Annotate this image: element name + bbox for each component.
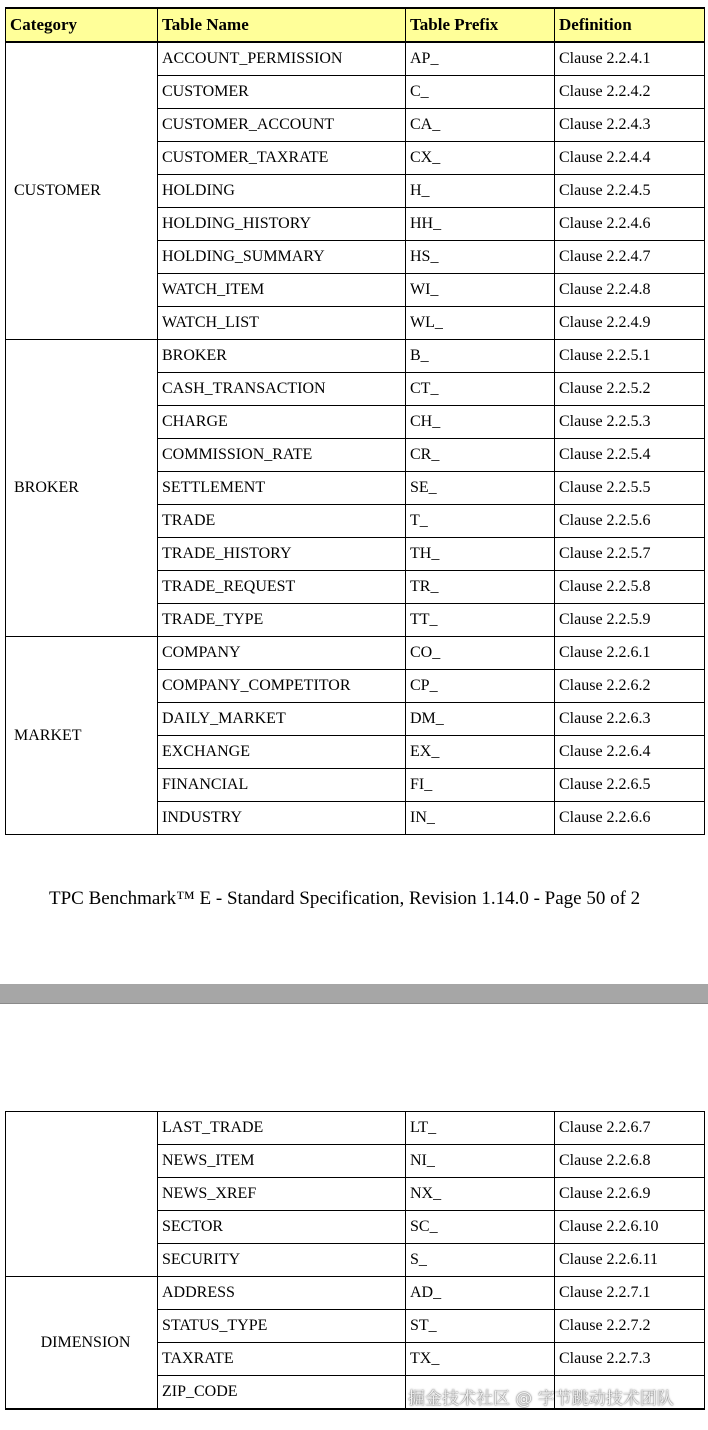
table-name-cell: CASH_TRANSACTION	[158, 373, 406, 406]
definition-cell: Clause 2.2.7.3	[555, 1343, 705, 1376]
category-cell	[6, 1112, 158, 1277]
definition-cell: Clause 2.2.5.4	[555, 439, 705, 472]
table-name-cell: INDUSTRY	[158, 802, 406, 835]
definition-cell: Clause 2.2.6.9	[555, 1178, 705, 1211]
table-prefix-cell: AP_	[406, 42, 555, 76]
definition-cell: Clause 2.2.5.1	[555, 340, 705, 373]
definition-cell: Clause 2.2.5.9	[555, 604, 705, 637]
category-cell: BROKER	[6, 340, 158, 637]
table-prefix-cell: B_	[406, 340, 555, 373]
table-prefix-cell: S_	[406, 1244, 555, 1277]
table-name-cell: WATCH_LIST	[158, 307, 406, 340]
table-prefix-cell: LT_	[406, 1112, 555, 1145]
watermark: 掘金技术社区 @ 字节跳动技术团队	[408, 1389, 674, 1409]
table-name-cell: HOLDING_SUMMARY	[158, 241, 406, 274]
table-prefix-cell: CX_	[406, 142, 555, 175]
definition-cell: Clause 2.2.4.2	[555, 76, 705, 109]
table-prefix-cell: AD_	[406, 1277, 555, 1310]
table-row	[6, 637, 705, 670]
table-name-cell: FINANCIAL	[158, 769, 406, 802]
table-name-cell: HOLDING	[158, 175, 406, 208]
definition-cell: Clause 2.2.5.6	[555, 505, 705, 538]
definition-cell: Clause 2.2.6.11	[555, 1244, 705, 1277]
table-prefix-cell: H_	[406, 175, 555, 208]
table-name-cell: CUSTOMER	[158, 76, 406, 109]
table-name-cell: ADDRESS	[158, 1277, 406, 1310]
definition-cell: Clause 2.2.6.2	[555, 670, 705, 703]
table-prefix-table-continued	[5, 1111, 705, 1410]
table-name-cell: NEWS_XREF	[158, 1178, 406, 1211]
table-name-cell: CUSTOMER_TAXRATE	[158, 142, 406, 175]
page-footer: TPC Benchmark™ E - Standard Specification, Revision 1.14.0 - Page 50 of 2	[49, 888, 641, 909]
definition-cell: Clause 2.2.5.3	[555, 406, 705, 439]
definition-cell: Clause 2.2.7.1	[555, 1277, 705, 1310]
table-prefix-cell: TH_	[406, 538, 555, 571]
table-prefix-cell: HS_	[406, 241, 555, 274]
table-name-cell: CUSTOMER_ACCOUNT	[158, 109, 406, 142]
table-prefix-cell: T_	[406, 505, 555, 538]
table-name-cell: BROKER	[158, 340, 406, 373]
definition-cell: Clause 2.2.6.6	[555, 802, 705, 835]
table-prefix-cell: CP_	[406, 670, 555, 703]
table-prefix-cell: WI_	[406, 274, 555, 307]
definition-cell: Clause 2.2.7.2	[555, 1310, 705, 1343]
table-prefix-cell: ST_	[406, 1310, 555, 1343]
table-prefix-cell: CR_	[406, 439, 555, 472]
table-name-cell: COMMISSION_RATE	[158, 439, 406, 472]
definition-cell: Clause 2.2.4.5	[555, 175, 705, 208]
table-prefix-cell: CO_	[406, 637, 555, 670]
category-cell: MARKET	[6, 637, 158, 835]
table-name-cell: LAST_TRADE	[158, 1112, 406, 1145]
table-prefix-cell: C_	[406, 76, 555, 109]
definition-cell: Clause 2.2.4.1	[555, 42, 705, 76]
table-name-cell: TRADE_TYPE	[158, 604, 406, 637]
table-name-cell: SECTOR	[158, 1211, 406, 1244]
definition-cell: Clause 2.2.6.10	[555, 1211, 705, 1244]
table-name-cell: DAILY_MARKET	[158, 703, 406, 736]
table-name-cell: SETTLEMENT	[158, 472, 406, 505]
definition-cell: Clause 2.2.4.3	[555, 109, 705, 142]
table-header-row	[6, 8, 705, 42]
table-prefix-cell: TT_	[406, 604, 555, 637]
table-name-cell: COMPANY_COMPETITOR	[158, 670, 406, 703]
definition-cell: Clause 2.2.4.9	[555, 307, 705, 340]
table-name-cell: ZIP_CODE	[158, 1376, 406, 1410]
definition-cell: Clause 2.2.6.5	[555, 769, 705, 802]
table-prefix-cell: IN_	[406, 802, 555, 835]
table-prefix-cell: HH_	[406, 208, 555, 241]
definition-cell: Clause 2.2.4.4	[555, 142, 705, 175]
table-prefix-cell: TR_	[406, 571, 555, 604]
table-row	[6, 1112, 705, 1145]
table-name-cell: WATCH_ITEM	[158, 274, 406, 307]
definition-cell: Clause 2.2.6.8	[555, 1145, 705, 1178]
definition-cell: Clause 2.2.6.1	[555, 637, 705, 670]
table-name-cell: STATUS_TYPE	[158, 1310, 406, 1343]
header-category: Category	[6, 8, 158, 42]
table-name-cell: TRADE_REQUEST	[158, 571, 406, 604]
table-name-cell: TRADE_HISTORY	[158, 538, 406, 571]
table-prefix-cell: TX_	[406, 1343, 555, 1376]
table-prefix-cell: FI_	[406, 769, 555, 802]
table-prefix-cell: WL_	[406, 307, 555, 340]
table-row	[6, 1277, 705, 1310]
table-name-cell: NEWS_ITEM	[158, 1145, 406, 1178]
category-cell: CUSTOMER	[6, 42, 158, 340]
table-name-cell: CHARGE	[158, 406, 406, 439]
definition-cell: Clause 2.2.5.5	[555, 472, 705, 505]
table-prefix-cell: SC_	[406, 1211, 555, 1244]
table-name-cell: TRADE	[158, 505, 406, 538]
table-name-cell: SECURITY	[158, 1244, 406, 1277]
table-prefix-cell: CH_	[406, 406, 555, 439]
table-row	[6, 42, 705, 76]
table-prefix-cell: CA_	[406, 109, 555, 142]
category-cell: DIMENSION	[6, 1277, 158, 1410]
table-name-cell: ACCOUNT_PERMISSION	[158, 42, 406, 76]
definition-cell: Clause 2.2.6.3	[555, 703, 705, 736]
table-name-cell: TAXRATE	[158, 1343, 406, 1376]
table-prefix-cell: DM_	[406, 703, 555, 736]
header-table-prefix: Table Prefix	[406, 8, 555, 42]
definition-cell: Clause 2.2.4.8	[555, 274, 705, 307]
table-prefix-cell: NX_	[406, 1178, 555, 1211]
definition-cell: Clause 2.2.6.4	[555, 736, 705, 769]
table-prefix-cell: CT_	[406, 373, 555, 406]
page-separator	[0, 984, 708, 1004]
definition-cell: Clause 2.2.5.2	[555, 373, 705, 406]
definition-cell: Clause 2.2.4.6	[555, 208, 705, 241]
table-prefix-cell: EX_	[406, 736, 555, 769]
table-prefix-cell: NI_	[406, 1145, 555, 1178]
definition-cell: Clause 2.2.5.7	[555, 538, 705, 571]
header-table-name: Table Name	[158, 8, 406, 42]
definition-cell: Clause 2.2.6.7	[555, 1112, 705, 1145]
table-row	[6, 340, 705, 373]
definition-cell: Clause 2.2.4.7	[555, 241, 705, 274]
table-prefix-cell: SE_	[406, 472, 555, 505]
header-definition: Definition	[555, 8, 705, 42]
table-name-cell: EXCHANGE	[158, 736, 406, 769]
table-name-cell: COMPANY	[158, 637, 406, 670]
table-name-cell: HOLDING_HISTORY	[158, 208, 406, 241]
table-prefix-table	[5, 7, 705, 835]
definition-cell: Clause 2.2.5.8	[555, 571, 705, 604]
